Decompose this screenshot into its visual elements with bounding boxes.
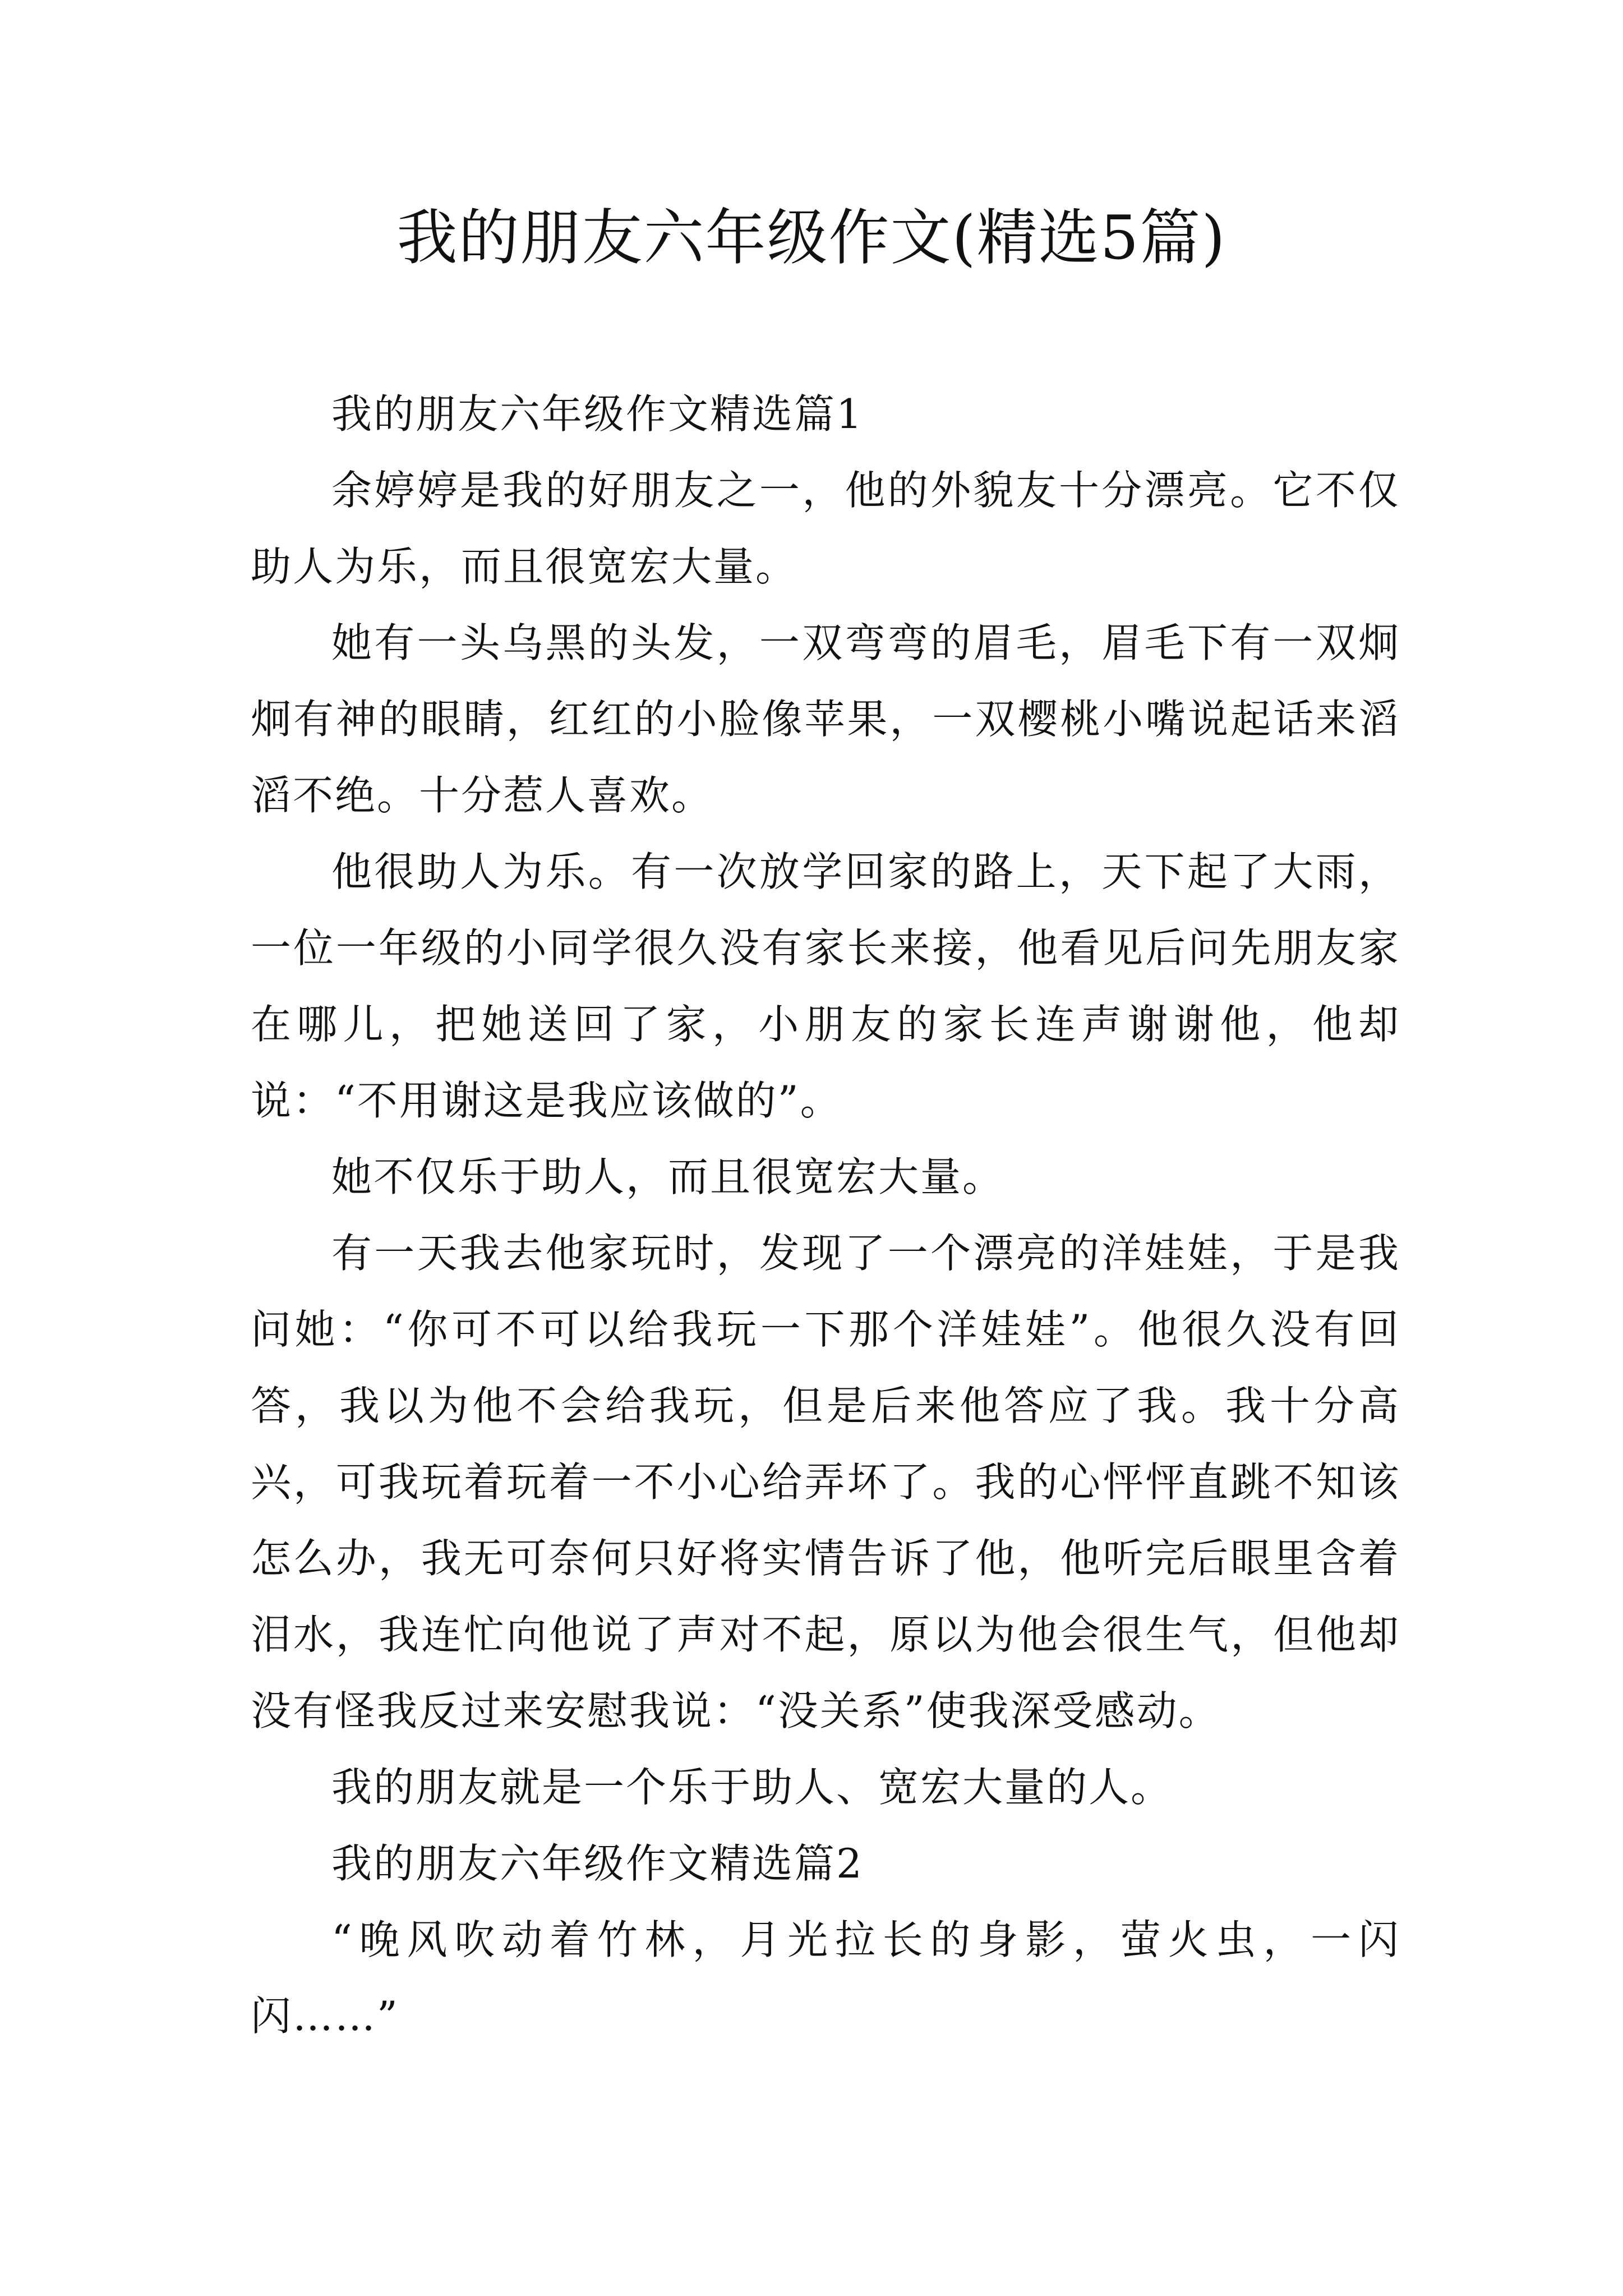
paragraph: 他很助人为乐。有一次放学回家的路上，天下起了大雨，一位一年级的小同学很久没有家长来接，他看见后问先朋友家在哪儿，把她送回了家，小朋友的家长连声谢谢他，他却说：“不用谢这是我应该做的”。 — [251, 848, 1400, 1124]
document-title: 我的朋友六年级作文(精选5篇) — [396, 203, 1227, 273]
paragraph: 她不仅乐于助人，而且很宽宏大量。 — [331, 1153, 1005, 1200]
section-heading-2: 我的朋友六年级作文精选篇2 — [331, 1840, 864, 1887]
document-body — [251, 376, 1400, 2054]
paragraph: 有一天我去他家玩时，发现了一个漂亮的洋娃娃，于是我问她：“你可不可以给我玩一下那个洋娃娃”。他很久没有回答，我以为他不会给我玩，但是后来他答应了我。我十分高兴，可我玩着玩着一不小心给弄坏了。我的心怦怦直跳不知该怎么办，我无可奈何只好将实情告诉了他，他听完后眼里含着泪水，我连忙向他说了声对不起，原以为他会很生气，但他却没有怪我反过来安慰我说：“没关系”使我深受感动。 — [251, 1230, 1400, 1734]
paragraph: 我的朋友就是一个乐于助人、宽宏大量的人。 — [331, 1764, 1173, 1811]
paragraph: “晚风吹动着竹林，月光拉长的身影，萤火虫，一闪闪……” — [251, 1916, 1400, 2040]
paragraph: 余婷婷是我的好朋友之一，他的外貌友十分漂亮。它不仅助人为乐，而且很宽宏大量。 — [251, 467, 1400, 590]
section-heading-1: 我的朋友六年级作文精选篇1 — [331, 390, 864, 438]
paragraph: 她有一头乌黑的头发，一双弯弯的眉毛，眉毛下有一双炯炯有神的眼睛，红红的小脸像苹果，一双樱桃小嘴说起话来滔滔不绝。十分惹人喜欢。 — [251, 619, 1400, 819]
